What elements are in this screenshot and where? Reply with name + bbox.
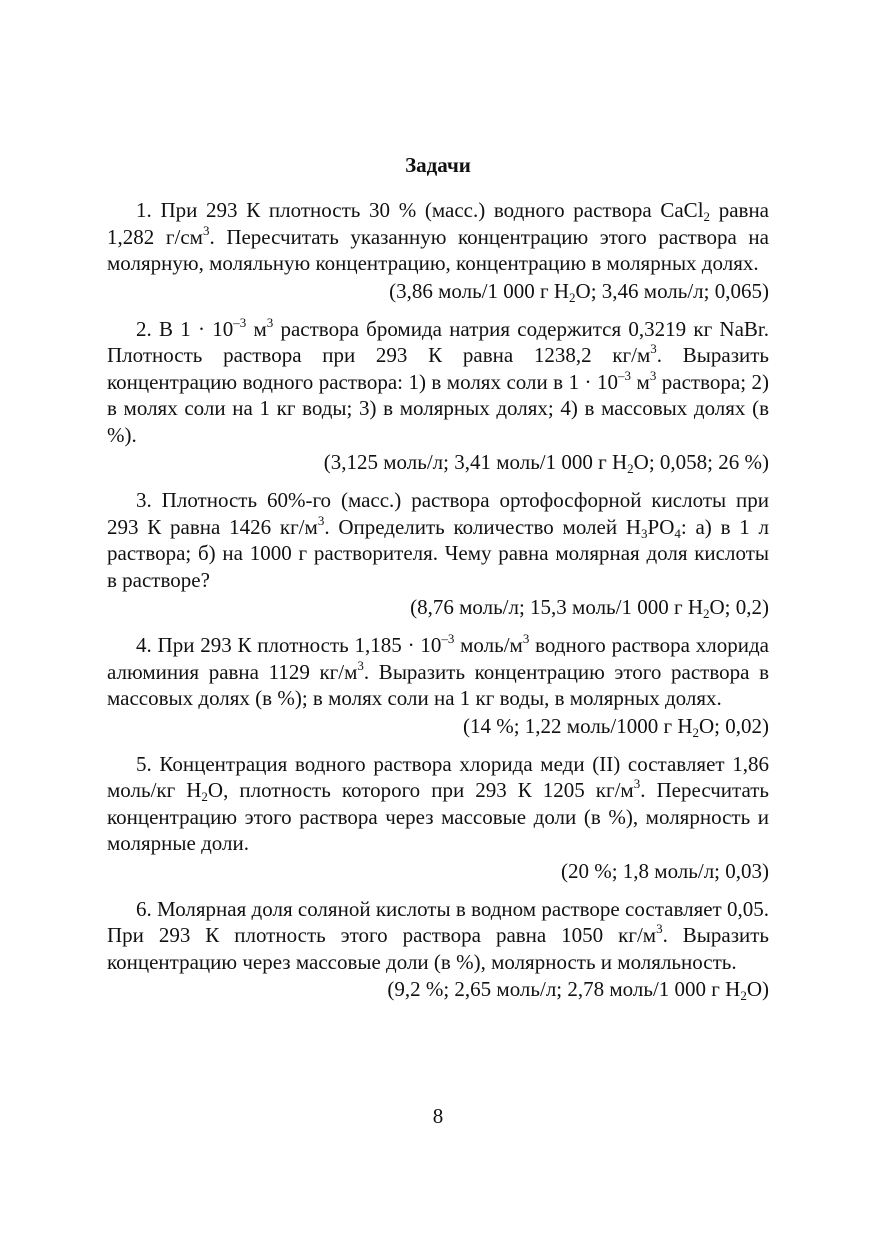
problem-answer: (3,86 моль/1 000 г $H_2O$; 3,46 моль/л; 0,065) (389, 278, 769, 305)
problem-number: 5. (136, 751, 152, 776)
problem-number: 4. (136, 633, 152, 657)
problem-5 (107, 751, 769, 885)
problem-number: 3. (136, 488, 152, 512)
page-content (107, 150, 769, 1014)
problem-text: 6. Молярная доля соляной кислоты в водном растворе составляет 0,05. При 293 К плотность этого раствора равна 1050 $кг/м^3$. Выразить концентрацию через массовые доли (в %), молярность и моляльность. (107, 896, 770, 974)
problem-2 (107, 316, 769, 477)
problem-number: 1. (136, 198, 152, 222)
page-number: 8 (432, 1104, 444, 1128)
problem-answer: (20 %; 1,8 моль/л; 0,03) (560, 858, 769, 883)
problem-answer: (3,125 моль/л; 3,41 моль/1 000 г $H_2O$; 0,058; 26 %) (323, 450, 769, 476)
problem-3 (107, 487, 769, 621)
problem-answer: (14 %; 1,22 моль/1000 г $H_2O$; 0,02) (462, 713, 769, 740)
problem-6 (107, 896, 769, 1004)
section-title: Задачи (405, 153, 471, 177)
problem-text: 3. Плотность 60%-го (масс.) раствора ортофосфорной кислоты при 293 К равна 1426 $кг/м^3$. Определить количество молей $H_3PO_4$: а) в 1 л раствора; б) на 1000 г растворителя. Чему равна молярная доля кислоты в растворе? (107, 488, 770, 592)
problem-4 (107, 632, 769, 740)
problem-answer: (8,76 моль/л; 15,3 моль/1 000 г $H_2O$; 0,2) (410, 595, 769, 621)
problem-text: 1. При 293 К плотность 30 % (масс.) водного раствора CaCl$_2$ равна 1,282 $г/см^3$. Пересчитать указанную концентрацию этого раствора на молярную, моляльную концентрацию, концентрацию в молярных долях. (107, 198, 770, 275)
problem-number: 2. (136, 316, 152, 341)
problem-number: 6. (136, 896, 152, 921)
problem-text: 2. В $1 \cdot 10^{-3}$ $м^3$ раствора бромида натрия содержится 0,3219 кг NaBr. Плотность раствора при 293 К равна 1238,2 $кг/м^3$. Выразить концентрацию водного раствора: 1) в молях соли в $1 \cdot 10^{-3}$ $м^3$ раствора; 2) в молях соли на 1 кг воды; 3) в молярных долях; 4) в массовых долях (в %). (107, 314, 770, 447)
problem-1 (107, 197, 769, 305)
problem-text: 4. При 293 К плотность $1,185 \cdot 10^{-3}$ моль/$м^3$ водного раствора хлорида алюминия равна 1129 $кг/м^3$. Выразить концентрацию этого раствора в массовых долях (в %); в молях соли на 1 кг воды, в молярных долях. (107, 631, 770, 710)
problem-answer: (9,2 %; 2,65 моль/л; 2,78 моль/1 000 г $H_2O$) (387, 977, 769, 1003)
problem-text: 5. Концентрация водного раствора хлорида меди (II) составляет 1,86 моль/кг $H_2O$, плотность которого при 293 К 1205 $кг/м^3$. Пересчитать концентрацию этого раствора через массовые доли (в %), молярность и молярные доли. (107, 751, 770, 855)
